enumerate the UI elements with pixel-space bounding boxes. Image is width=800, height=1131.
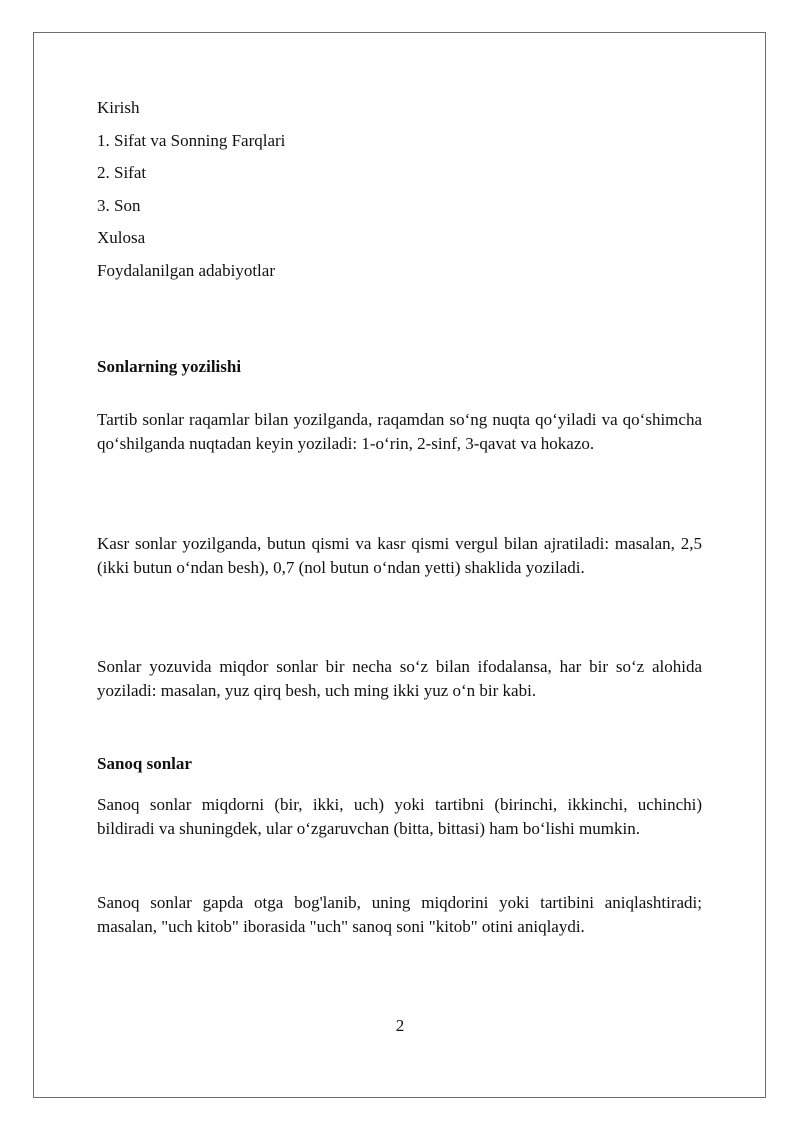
- toc-item-intro: Kirish: [97, 98, 140, 117]
- toc-item-chapter-1: 1. Sifat va Sonning Farqlari: [97, 130, 286, 150]
- toc-item-conclusion: Xulosa: [97, 228, 146, 247]
- table-of-contents: [97, 96, 702, 291]
- section-heading-number-writing: Sonlarning yozilishi: [97, 357, 242, 376]
- paragraph-compound-numbers: Sonlar yozuvida miqdor sonlar bir necha so‘z bilan ifodalansa, har bir so‘z alohida yoziladi: masalan, yuz qirq besh, uch ming ikki yuz o‘n bir kabi.: [97, 657, 702, 700]
- toc-item-references: Foydalanilgan adabiyotlar: [97, 260, 275, 280]
- paragraph-fractions: Kasr sonlar yozilganda, butun qismi va kasr qismi vergul bilan ajratiladi: masalan, 2,5 (ikki butun o‘ndan besh), 0,7 (nol butun o‘ndan yetti) shaklida yoziladi.: [97, 534, 702, 577]
- toc-item-chapter-3: 3. Son: [97, 195, 141, 215]
- toc-item-chapter-2: 2. Sifat: [97, 163, 147, 182]
- paragraph-ordinal-numbers: Tartib sonlar raqamlar bilan yozilganda, raqamdan so‘ng nuqta qo‘yiladi va qo‘shimcha qo‘shilganda nuqtadan keyin yoziladi: 1-o‘rin, 2-sinf, 3-qavat va hokazo.: [97, 410, 702, 453]
- section-heading-cardinal-numbers: Sanoq sonlar: [97, 754, 192, 773]
- paragraph-cardinal-definition: Sanoq sonlar miqdorni (bir, ikki, uch) yoki tartibni (birinchi, ikkinchi, uchinchi) bildiradi va shuningdek, ular o‘zgaruvchan (bitta, bittasi) ham bo‘lishi mumkin.: [97, 795, 702, 838]
- page-number: 2: [395, 1016, 405, 1035]
- paragraph-cardinal-usage: Sanoq sonlar gapda otga bog'lanib, uning miqdorini yoki tartibini aniqlashtiradi; masalan, "uch kitob" iborasida "uch" sanoq soni "kitob" otini aniqlaydi.: [97, 893, 702, 936]
